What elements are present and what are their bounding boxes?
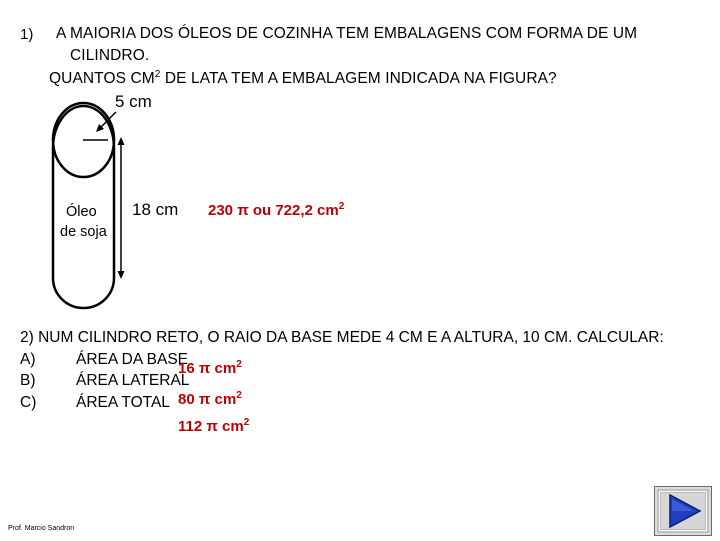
question-1-line-1: A MAIORIA DOS ÓLEOS DE COZINHA TEM EMBALAGENS COM FORMA DE UM	[56, 25, 638, 42]
question-2-intro: 2) NUM CILINDRO RETO, O RAIO DA BASE MEDE 4 CM E A ALTURA, 10 CM. CALCULAR:	[20, 329, 664, 346]
answer-1	[208, 202, 344, 219]
answer-2c-sup: 2	[243, 417, 250, 428]
footer-author: Prof. Marcio Sandron	[8, 525, 75, 532]
item-c-letter: C)	[20, 394, 37, 411]
height-arrow-top	[118, 137, 125, 145]
item-b-letter: B)	[20, 372, 36, 389]
question-2-item-a	[20, 351, 188, 369]
question-1-line-3-after: DE LATA TEM A EMBALAGEM INDICADA NA FIGURA?	[160, 70, 557, 87]
item-a-text: ÁREA DA BASE	[76, 351, 188, 368]
question-1-line-2: CILINDRO.	[70, 47, 150, 64]
answer-2a-text: 16 π cm	[178, 360, 237, 377]
height-label: 18 cm	[132, 200, 179, 219]
question-2-item-b	[20, 372, 190, 390]
item-a-letter: A)	[20, 351, 36, 368]
answer-2b	[178, 391, 242, 408]
answer-1-sup: 2	[338, 201, 345, 212]
can-label-line-2: de soja	[60, 224, 107, 240]
next-slide-button[interactable]	[654, 486, 712, 536]
can-label-line-1: Óleo	[66, 204, 97, 220]
item-b-text: ÁREA LATERAL	[76, 372, 190, 389]
answer-2c-text: 112 π cm	[178, 418, 244, 435]
question-2-item-c	[20, 394, 170, 412]
question-1-line-3-sup: 2	[154, 69, 161, 80]
item-c-text: ÁREA TOTAL	[76, 394, 170, 411]
answer-2c	[178, 418, 249, 435]
play-triangle-icon	[654, 486, 712, 536]
answer-1-text: 230 π ou 722,2 cm	[208, 202, 339, 219]
answer-2a-sup: 2	[236, 359, 242, 370]
question-1-line-3-before: QUANTOS CM	[49, 70, 155, 87]
height-arrow-bottom	[118, 271, 125, 279]
answer-2b-sup: 2	[236, 390, 242, 401]
radius-label: 5 cm	[115, 92, 152, 111]
answer-2a	[178, 360, 242, 377]
answer-2b-text: 80 π cm	[178, 391, 237, 408]
question-1-number: 1)	[20, 26, 34, 43]
